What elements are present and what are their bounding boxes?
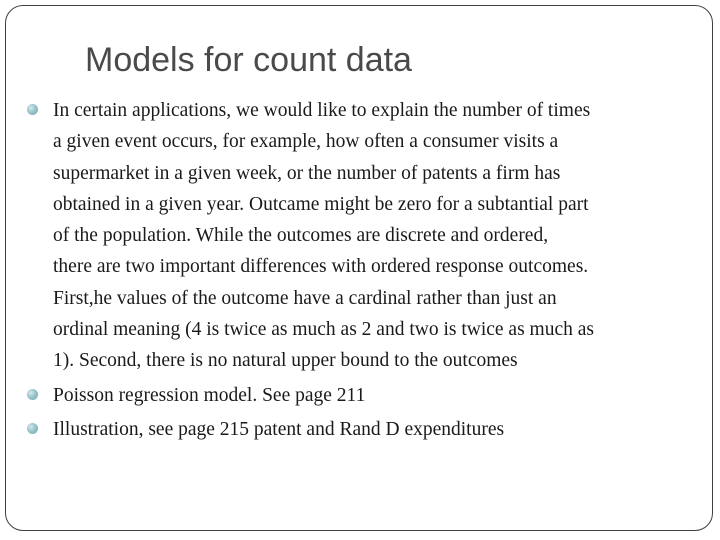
bullet-item: [24, 380, 714, 411]
bullet-line: of the population. While the outcomes are discrete and ordered,: [53, 225, 549, 247]
slide-frame: [5, 5, 713, 531]
bullet-list: [24, 95, 714, 448]
bullet-line: In certain applications, we would like to explain the number of times: [53, 100, 591, 121]
bullet-line: First,he values of the outcome have a cardinal rather than just an: [53, 287, 557, 309]
bullet-item: [24, 414, 714, 445]
bullet-text: [53, 414, 713, 445]
bullet-line: Illustration, see page 215 patent and Rand D expenditures: [53, 418, 505, 440]
bullet-line: there are two important differences with ordered response outcomes.: [53, 256, 589, 278]
bullet-item: [24, 95, 714, 377]
bullet-line: a given event occurs, for example, how often a consumer visits a: [53, 131, 559, 153]
bullet-line: obtained in a given year. Outcame might be zero for a subtantial part: [53, 193, 589, 215]
bullet-line: ordinal meaning (4 is twice as much as 2 and two is twice as much as: [53, 319, 594, 341]
bullet-icon: [27, 423, 38, 434]
slide-title: Models for count data: [85, 41, 412, 79]
bullet-icon: [27, 389, 38, 400]
bullet-text: [53, 95, 713, 377]
bullet-line: Poisson regression model. See page 211: [53, 384, 366, 406]
bullet-line: supermarket in a given week, or the number of patents a firm has: [53, 162, 561, 184]
bullet-text: [53, 380, 713, 411]
bullet-line: 1). Second, there is no natural upper bound to the outcomes: [53, 350, 518, 372]
bullet-icon: [27, 104, 38, 115]
